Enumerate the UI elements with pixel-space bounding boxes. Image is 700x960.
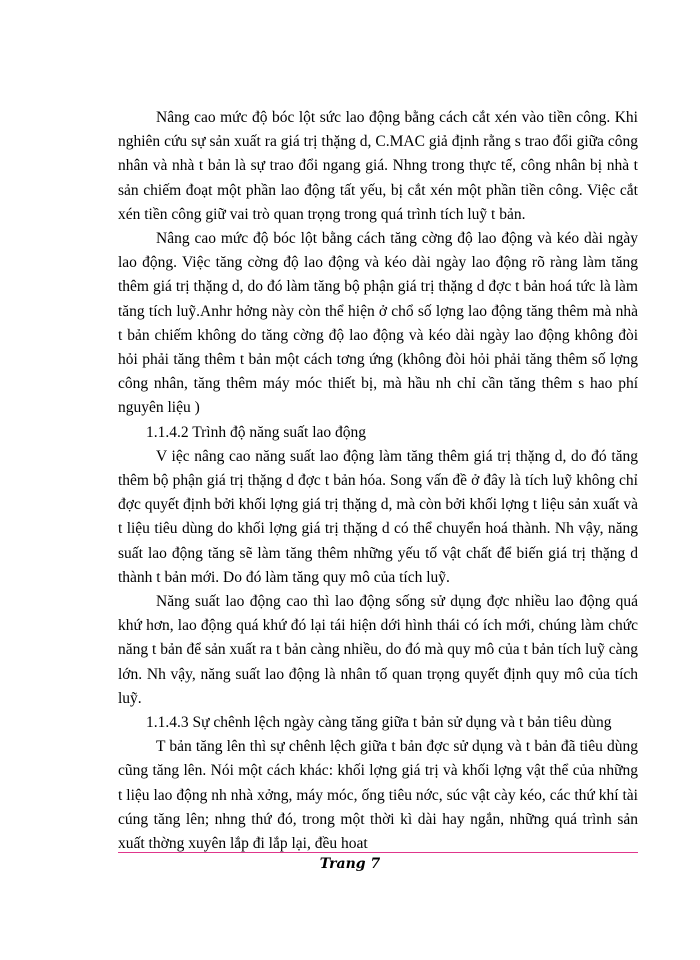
- page-number-label: Trang 7: [319, 856, 381, 872]
- footer-rule: [118, 852, 638, 853]
- document-body: [118, 106, 638, 856]
- paragraph-labor-intensity: Nâng cao mức độ bóc lột bằng cách tăng cờng độ lao động và kéo dài ngày lao động. Việc tăng cờng độ lao động và kéo dài ngày lao động rõ ràng làm tăng thêm giá trị thặng d, do đó làm tăng bộ phận giá trị thặng d đợc t bản hoá tức là làm tăng tích luỹ.Anhr hởng này còn thể hiện ở chổ số lợng lao động tăng thêm mà nhà t bản chiếm không do tăng cờng độ lao động và kéo dài ngày lao động không đòi hỏi phải tăng thêm t bản một cách tơng ứng (không đòi hỏi phải tăng thêm số lợng công nhân, tăng thêm máy móc thiết bị, mà hầu nh chỉ cần tăng thêm s hao phí nguyên liệu ): [118, 230, 638, 417]
- section-heading-1-1-4-2: 1.1.4.2 Trình độ năng suất lao động: [146, 423, 367, 441]
- paragraph-productivity-scale: Năng suất lao động cao thì lao động sống sử dụng đợc nhiều lao động quá khứ hơn, lao động quá khứ đó lại tái hiện dới hình thái có ích mới, chúng làm chức năng t bản để sản xuất ra t bản càng nhiều, do đó mà quy mô của t bản tích luỹ càng lớn. Nh vậy, năng suất lao động là nhân tố quan trọng quyết định quy mô của tích luỹ.: [118, 593, 638, 707]
- paragraph-wage-cutting: Nâng cao mức độ bóc lột sức lao động bằng cách cắt xén vào tiền công. Khi nghiên cứu sự sản xuất ra giá trị thặng d, C.MAC giả định rằng s trao đổi giữa công nhân và nhà t bản là sự trao đổi ngang giá. Nhng trong thực tế, công nhân bị nhà t sản chiếm đoạt một phần lao động tất yếu, bị cắt xén một phần tiền công. Việc cắt xén tiền công giữ vai trò quan trọng trong quá trình tích luỹ t bản.: [118, 109, 638, 223]
- paragraph-capital-gap: T bản tăng lên thì sự chênh lệch giữa t bản đợc sử dụng và t bản đã tiêu dùng cũng tăng lên. Nói một cách khác: khối lợng giá trị và khối lợng vật thể của những t liệu lao động nh nhà xởng, máy móc, ống tiêu nớc, súc vật cày kéo, các thứ khí tài cúng tăng lên; nhng thứ đó, trong một thời kì dài hay ngắn, những quá trình sản xuất thờng xuyên lắp đi lắp lại, đều hoat: [118, 738, 638, 853]
- section-heading-1-1-4-3: 1.1.4.3 Sự chênh lệch ngày càng tăng giữa t bản sử dụng và t bản tiêu dùng: [146, 714, 612, 732]
- paragraph-productivity: V iệc nâng cao năng suất lao động làm tăng thêm giá trị thặng d, do đó tăng thêm bộ phận giá trị thặng d đợc t bản hóa. Song vấn đề ở đây là tích luỹ không chỉ đợc quyết định bởi khối lợng giá trị thặng d, mà còn bởi khối lợng t liệu sản xuất và t liệu tiêu dùng do khối lợng giá trị thặng d có thể chuyển hoá thành. Nh vậy, năng suất lao động tăng sẽ làm tăng thêm những yếu tố vật chất để biến giá trị thặng d thành t bản mới. Do đó làm tăng quy mô của tích luỹ.: [118, 447, 638, 586]
